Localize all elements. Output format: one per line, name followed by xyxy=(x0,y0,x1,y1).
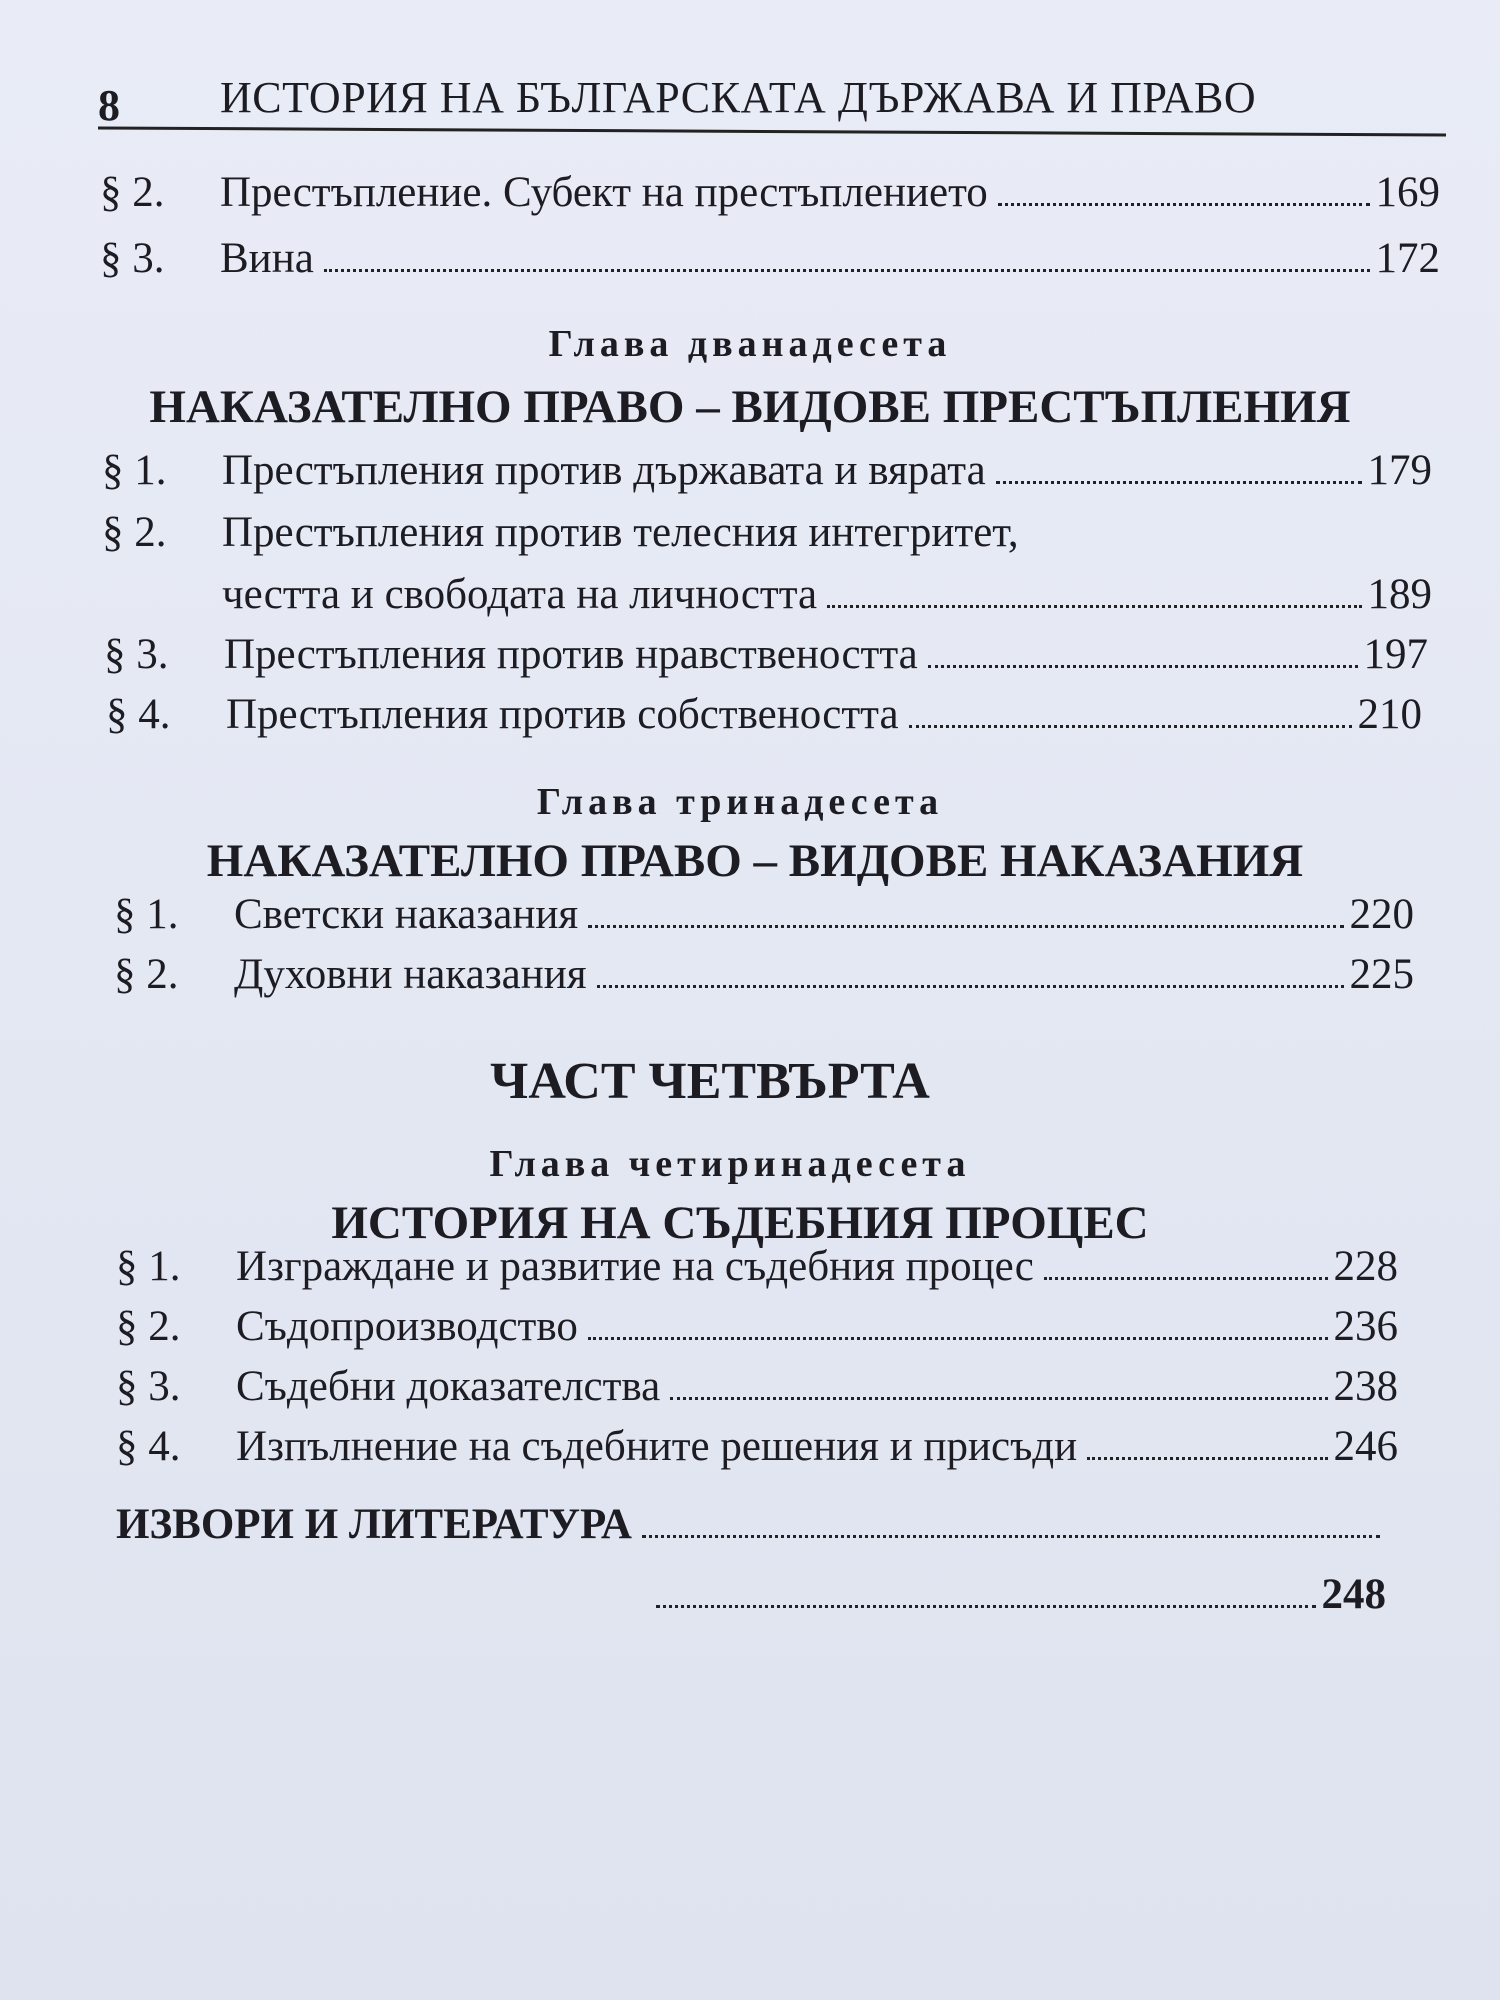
toc-entry xyxy=(116,1302,1398,1358)
entry-label: Съдопроизводство xyxy=(236,1303,578,1350)
entry-label: Вина xyxy=(220,235,314,282)
section-number: § 3. xyxy=(100,235,165,282)
section-number: § 2. xyxy=(116,1303,181,1350)
dot-leader xyxy=(998,203,1370,206)
dot-leader xyxy=(588,925,1343,928)
entry-label: Престъпления против нравствеността xyxy=(224,631,918,678)
entry-page: 228 xyxy=(1333,1243,1398,1290)
chapter-title: НАКАЗАТЕЛНО ПРАВО – ВИДОВЕ НАКАЗАНИЯ xyxy=(206,835,1304,887)
section-number: § 1. xyxy=(114,891,179,938)
section-number: § 2. xyxy=(100,169,165,216)
toc-entry xyxy=(114,890,1414,946)
entry-page: 169 xyxy=(1375,169,1440,216)
dot-leader xyxy=(909,725,1352,728)
entry-page: 189 xyxy=(1367,571,1432,618)
toc-entry xyxy=(102,508,1432,564)
toc-entry xyxy=(100,234,1440,290)
entry-label: Духовни наказания xyxy=(234,951,587,998)
toc-entry-sources-page xyxy=(116,1570,1386,1626)
entry-label: Престъпление. Субект на престъплението xyxy=(220,169,988,216)
entry-label: честта и свободата на личността xyxy=(222,571,818,618)
toc-entry xyxy=(104,630,1428,686)
header-rule xyxy=(98,126,1446,136)
chapter-heading: Глава четиринадесета xyxy=(489,1143,971,1185)
section-number: § 1. xyxy=(102,447,167,494)
dot-leader xyxy=(597,985,1344,988)
entry-page: 248 xyxy=(1321,1571,1386,1618)
entry-page: 179 xyxy=(1367,447,1432,494)
entry-page: 236 xyxy=(1333,1303,1398,1350)
dot-leader xyxy=(656,1605,1316,1608)
toc-entry-sources xyxy=(116,1500,1386,1556)
entry-page: 225 xyxy=(1349,951,1414,998)
entry-label: Изграждане и развитие на съдебния процес xyxy=(236,1243,1034,1290)
dot-leader xyxy=(324,269,1370,272)
page-number: 8 xyxy=(98,81,120,130)
dot-leader xyxy=(1087,1457,1327,1460)
section-number: § 3. xyxy=(116,1363,181,1410)
chapter-title: НАКАЗАТЕЛНО ПРАВО – ВИДОВЕ ПРЕСТЪПЛЕНИЯ xyxy=(149,381,1351,433)
entry-label: Престъпления против държавата и вярата xyxy=(222,447,986,494)
entry-page: 210 xyxy=(1357,691,1422,738)
section-number: § 4. xyxy=(116,1423,181,1470)
entry-page: 197 xyxy=(1363,631,1428,678)
entry-page: 172 xyxy=(1375,235,1440,282)
toc-entry-continuation xyxy=(102,570,1432,626)
dot-leader xyxy=(928,665,1358,668)
dot-leader xyxy=(1044,1277,1328,1280)
toc-entry xyxy=(116,1242,1398,1298)
chapter-heading: Глава тринадесета xyxy=(536,781,944,823)
part-title: ЧАСТ ЧЕТВЪРТА xyxy=(490,1053,930,1110)
dot-leader xyxy=(996,481,1362,484)
entry-page: 246 xyxy=(1333,1423,1398,1470)
chapter-heading: Глава дванадесета xyxy=(548,323,952,365)
section-number: § 1. xyxy=(116,1243,181,1290)
section-number: § 2. xyxy=(114,951,179,998)
entry-label: ИЗВОРИ И ЛИТЕРАТУРА xyxy=(116,1501,632,1548)
entry-label: Съдебни доказателства xyxy=(236,1363,661,1410)
toc-entry xyxy=(116,1362,1398,1418)
section-number: § 2. xyxy=(102,509,167,556)
dot-leader xyxy=(642,1535,1380,1538)
toc-entry xyxy=(100,168,1440,224)
toc-entry xyxy=(116,1422,1398,1478)
entry-label: Изпълнение на съдебните решения и присъди xyxy=(236,1423,1078,1470)
running-header xyxy=(98,50,1446,136)
section-number: § 3. xyxy=(104,631,169,678)
dot-leader xyxy=(670,1397,1327,1400)
dot-leader xyxy=(588,1337,1328,1340)
chapter-title: ИСТОРИЯ НА СЪДЕБНИЯ ПРОЦЕС xyxy=(331,1197,1149,1249)
toc-entry xyxy=(102,446,1432,502)
toc-entry xyxy=(114,950,1414,1006)
dot-leader xyxy=(827,605,1361,608)
section-number: § 4. xyxy=(106,691,171,738)
running-title: ИСТОРИЯ НА БЪЛГАРСКАТА ДЪРЖАВА И ПРАВО xyxy=(220,73,1257,122)
entry-page: 220 xyxy=(1349,891,1414,938)
toc-entry xyxy=(106,690,1422,746)
entry-label: Светски наказания xyxy=(234,891,579,938)
entry-label: Престъпления против собствеността xyxy=(226,691,899,738)
entry-label: Престъпления против телесния интегритет, xyxy=(222,509,1019,556)
entry-page: 238 xyxy=(1333,1363,1398,1410)
